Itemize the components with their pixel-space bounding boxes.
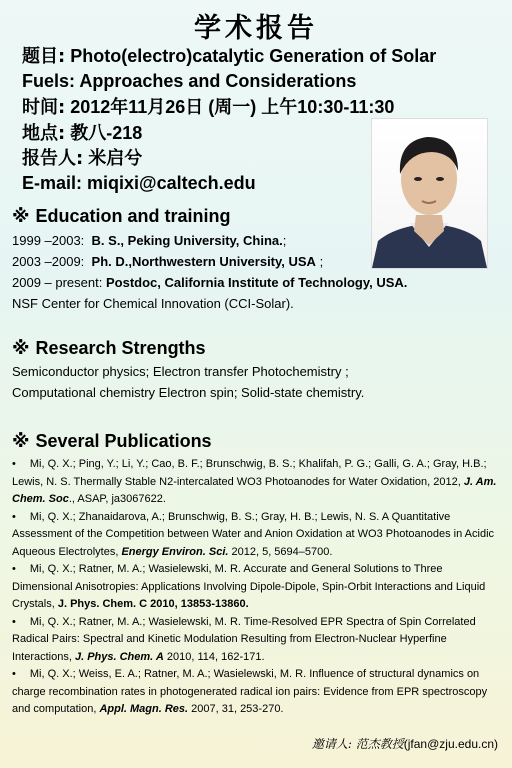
education-extra: NSF Center for Chemical Innovation (CCI-Solar). [12,296,294,311]
topic-line-2: Fuels: Approaches and Considerations [22,71,357,91]
publication-text: Mi, Q. X.; Zhanaidarova, A.; Brunschwig, B. S.; Gray, H. B.; Lewis, N. S. A Quantitative Assessment of the Competition between Water and Anion Oxidation at WO3 Photoanodes in Acidic Aqueous Electrolytes, [12,510,495,558]
education-item [12,272,407,293]
publication-item [12,614,504,667]
inviter-contact: (jfan@zju.edu.cn) [403,737,498,751]
inviter-label: 邀请人: 范杰教授 [311,737,404,751]
topic-label: 题目: [22,46,66,67]
education-detail: B. S., Peking University, China. [91,233,283,248]
research-line-1: Semiconductor physics; Electron transfer Photochemistry ; [12,364,349,379]
place-value: 教八-218 [70,123,143,143]
email-label: E-mail: [22,173,83,193]
publication-rest: 2007, 31, 253-270. [188,703,284,715]
publications-heading [12,431,212,452]
bullet-icon: • [12,615,16,628]
publication-journal: J. Am. Chem. Soc [12,475,497,505]
reference-mark-icon: ※ [12,431,30,452]
education-detail: Ph. D.,Northwestern University, USA [91,254,316,269]
publication-text: Mi, Q. X.; Ping, Y.; Li, Y.; Cao, B. F.; Brunschwig, B. S.; Khalifah, P. G.; Galli, G. A.; Gray, H.B.; Lewis, N. S. Thermally Stable N2-intercalated WO3 Photoanodes for Water Oxidation, 2012, [12,458,487,488]
education-tail: ; [315,254,324,269]
publication-journal: J. Phys. Chem. A [74,650,164,663]
topic-line-1 [22,44,436,69]
publication-journal: Appl. Magn. Res. [99,703,189,715]
publication-rest: 2010, 114, 162-171. [163,650,265,663]
education-years: 2003 –2009: [12,254,85,269]
publications-heading-text: Several Publications [35,431,212,451]
education-heading [12,206,231,227]
publication-item [12,509,504,562]
research-heading-text: Research Strengths [35,338,206,358]
portrait-image [372,119,487,268]
education-heading-text: Education and training [35,206,231,226]
publication-item [12,561,504,614]
research-line-2: Computational chemistry Electron spin; Solid-state chemistry. [12,385,365,400]
time-label: 时间: [22,97,66,118]
email-line [22,171,256,196]
publication-rest: 2012, 5, 5694–5700. [228,545,333,558]
email-value: miqixi@caltech.edu [87,173,256,193]
publication-text: Mi, Q. X.; Ratner, M. A.; Wasielewski, M. R. Time-Resolved EPR Spectra of Spin Correlated Radical Pairs: Spectral and Kinetic Modulation Resulting from Electron-Nuclear Hyperfine Interactions, [12,615,476,663]
time-line [22,95,394,120]
publication-journal: J. Phys. Chem. C 2010, 13853-13860. [57,598,249,610]
education-years: 1999 –2003: [12,233,85,248]
topic-text-1: Photo(electro)catalytic Generation of Solar [70,46,437,66]
poster-title: 学术报告 [194,13,318,44]
education-item [12,230,286,251]
publication-item [12,456,504,509]
place-line [22,121,142,146]
speaker-value: 米启兮 [88,148,143,169]
bullet-icon: • [12,510,16,523]
publication-rest: ., ASAP, ja3067622. [68,493,166,505]
reference-mark-icon: ※ [12,206,30,227]
publication-item [12,666,504,719]
reference-mark-icon: ※ [12,338,30,359]
place-label: 地点: [22,123,66,144]
publication-text: Mi, Q. X.; Weiss, E. A.; Ratner, M. A.; Wasielewski, M. R. Influence of structural dynamics on charge recombination rates in photogenerated radical ion pairs: Evidence from EPR spectroscopy and computation, [12,668,488,715]
education-years: 2009 – present: [12,275,103,290]
speaker-photo [371,118,488,269]
time-value: 2012年11月26日 (周一) 上午10:30-11:30 [70,97,395,117]
education-tail: ; [282,233,287,248]
speaker-line [22,146,142,171]
education-item [12,251,323,272]
education-detail: Postdoc, California Institute of Technology, USA. [105,275,408,290]
inviter-line [312,735,498,752]
bullet-icon: • [12,563,16,575]
publication-list [12,456,504,719]
research-heading [12,338,206,359]
publication-journal: Energy Environ. Sci. [121,545,229,558]
bullet-icon: • [12,458,16,470]
publication-text: Mi, Q. X.; Ratner, M. A.; Wasielewski, M. R. Accurate and General Solutions to Three Dimensional Anisotropies: Applications Involving Dipole-Dipole, Spin-Orbit Interactions and Liquid Crystals, [12,563,486,610]
speaker-label: 报告人: [22,148,84,169]
bullet-icon: • [12,668,16,680]
